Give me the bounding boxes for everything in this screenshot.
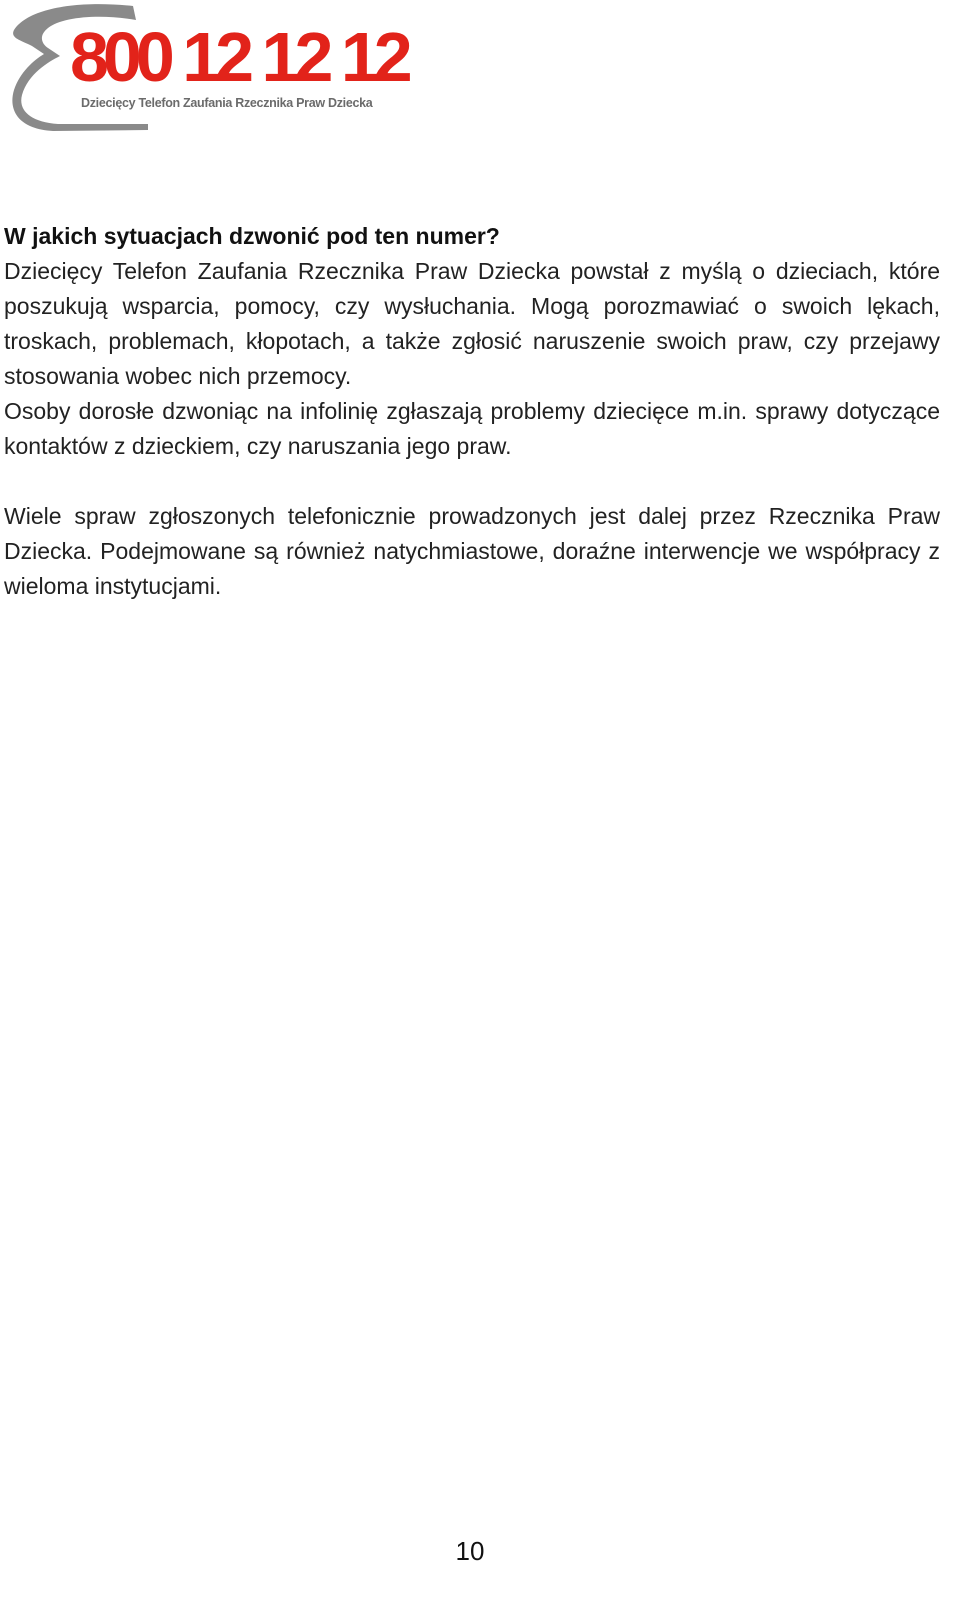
article-paragraph-2: Osoby dorosłe dzwoniąc na infolinię zgłaszają problemy dziecięce m.in. sprawy dotyczące kontaktów z dzieckiem, czy naruszania jego praw.	[4, 398, 940, 459]
article-heading: W jakich sytuacjach dzwonić pod ten numer?	[4, 223, 500, 249]
page-number: 10	[455, 1536, 485, 1566]
helpline-number: 800 12 12 12	[70, 18, 407, 96]
helpline-logo	[8, 0, 407, 135]
article-body	[4, 219, 940, 604]
article-paragraph-1: Dziecięcy Telefon Zaufania Rzecznika Praw Dziecka powstał z myślą o dzieciach, które poszukują wsparcia, pomocy, czy wysłuchania. Mogą porozmawiać o swoich lękach, troskach, problemach, kłopotach, a także zgłosić naruszenie swoich praw, czy przejawy stosowania wobec nich przemocy.	[4, 258, 940, 389]
article-paragraph-3: Wiele spraw zgłoszonych telefonicznie prowadzonych jest dalej przez Rzecznika Praw Dziecka. Podejmowane są również natychmiastowe, doraźne interwencje we współpracy z wieloma instytucjami.	[4, 503, 940, 599]
helpline-subtitle: Dziecięcy Telefon Zaufania Rzecznika Praw Dziecka	[81, 96, 373, 110]
